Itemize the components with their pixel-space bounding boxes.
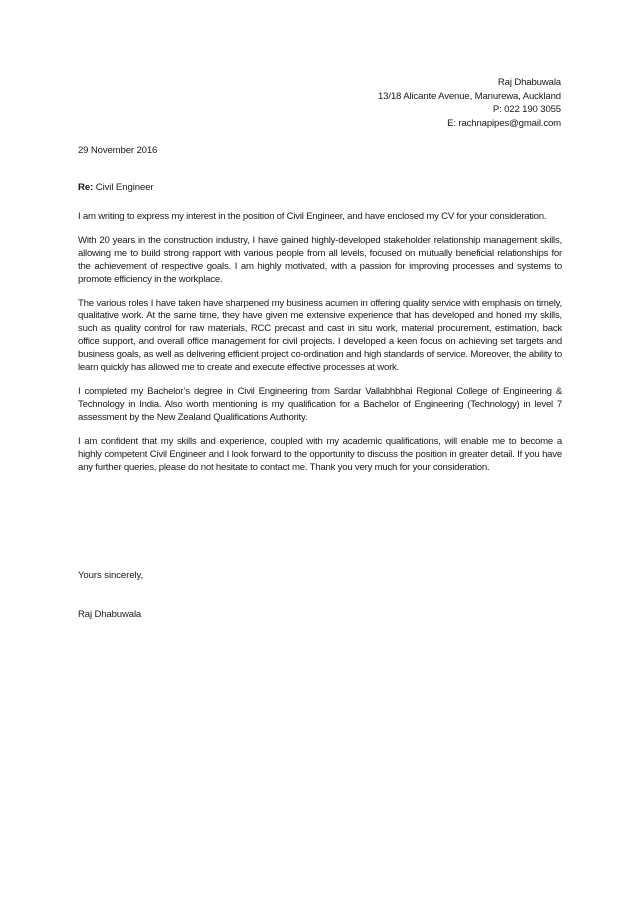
closing-salutation: Yours sincerely,	[78, 570, 144, 581]
sender-name: Raj Dhabuwala	[497, 77, 561, 88]
letter-body	[78, 211, 562, 485]
signature-name: Raj Dhabuwala	[78, 609, 142, 620]
sender-phone: P: 022 190 3055	[492, 104, 561, 115]
subject-label: Re:	[78, 182, 94, 193]
subject-text: Civil Engineer	[93, 182, 154, 193]
subject-line	[78, 182, 154, 195]
letter-date: 29 November 2016	[78, 145, 158, 156]
paragraph-experience: With 20 years in the construction industry, I have gained highly-developed stakeholder relationship management skills, allowing me to build strong rapport with various people from all levels, focused on mutually beneficial relationships for the achievement of respective goals. I am highly motivated, with a passion for improving processes and systems to promote efficiency in the workplace.	[78, 234, 562, 285]
paragraph-intro: I am writing to express my interest in the position of Civil Engineer, and have enclosed my CV for your consideration.	[78, 211, 547, 222]
paragraph-education: I completed my Bachelor’s degree in Civil Engineering from Sardar Vallabhbhai Regional College of Engineering & Technology in India. Also worth mentioning is my qualification for a Bachelor of Engineering (Technology) in level 7 assessment by the New Zealand Qualifications Authority.	[78, 385, 562, 423]
sender-email: E: rachnapipes@gmail.com	[447, 117, 561, 129]
paragraph-conclusion: I am confident that my skills and experience, coupled with my academic qualifications, will enable me to become a highly competent Civil Engineer and I look forward to the opportunity to discuss the position in greater detail. If you have any further queries, please do not hesitate to contact me. Thank you very much for your consideration.	[78, 435, 562, 473]
paragraph-roles: The various roles I have taken have sharpened my business acumen in offering quality service with emphasis on timely, qualitative work. At the same time, they have given me extensive experience that has developed and honed my skills, such as quality control for raw materials, RCC precast and cast in situ work, material procurement, estimation, back office support, and overall office management for civil projects. I developed a keen focus on achieving set targets and business goals, as well as delivering efficient project co-ordination and high standards of service. Moreover, the ability to learn quickly has allowed me to create and execute effective processes at work.	[78, 297, 562, 374]
sender-address: 13/18 Alicante Avenue, Manurewa, Auckland	[377, 90, 561, 102]
sender-block	[378, 76, 561, 130]
